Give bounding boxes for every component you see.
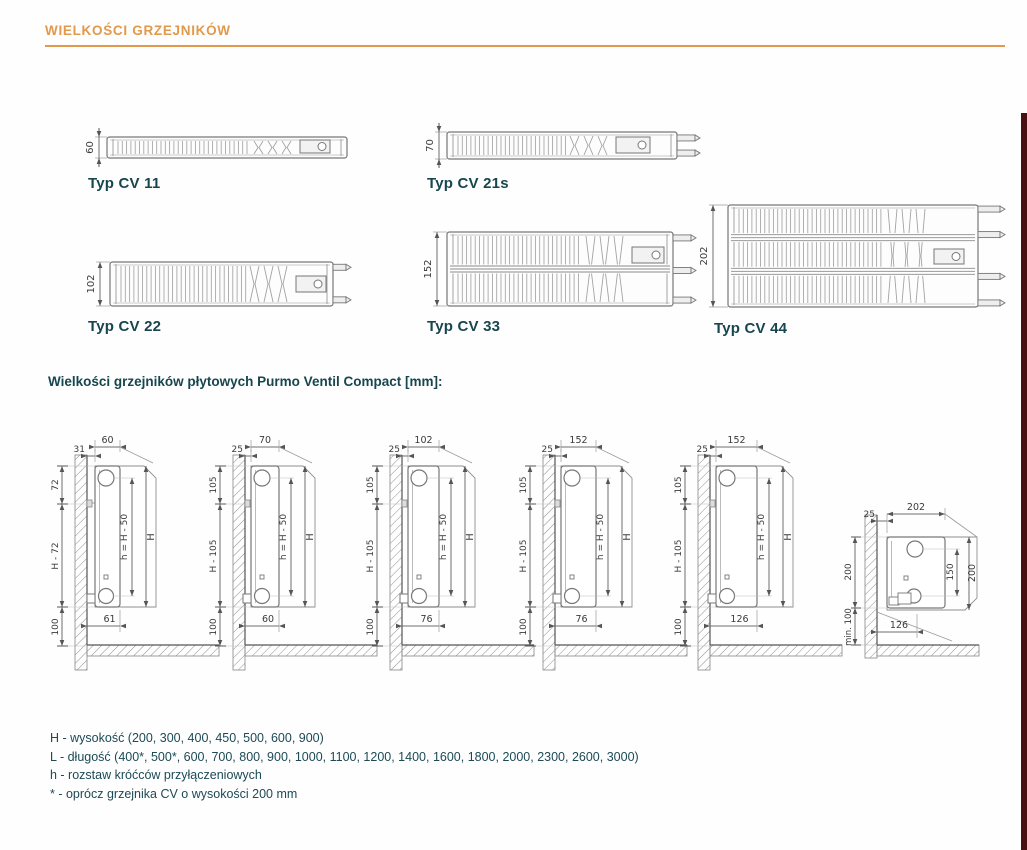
- top-view-label-cv33: Typ CV 33: [427, 318, 501, 335]
- legend-line-length: L - długość (400*, 500*, 600, 700, 800, 900, 1000, 1100, 1200, 1400, 1600, 1800, 2000, 2300, 2600, 3000): [50, 749, 639, 764]
- page-edge-bar: [1021, 113, 1027, 850]
- dim-label: 60: [101, 435, 114, 446]
- dim-label: 100: [209, 618, 219, 636]
- side-view-2: [366, 435, 534, 670]
- dim-label: 70: [425, 139, 436, 152]
- dim-label: 152: [569, 435, 588, 446]
- dim-label: 31: [73, 445, 85, 455]
- dim-label: 100: [366, 618, 376, 636]
- legend-line-height: H - wysokość (200, 300, 400, 450, 500, 600, 900): [50, 731, 324, 745]
- top-view-label-cv21s: Typ CV 21s: [427, 175, 509, 192]
- dim-label: 70: [258, 435, 272, 446]
- top-view-label-cv44: Typ CV 44: [714, 320, 788, 337]
- dim-label: 102: [414, 435, 433, 446]
- dim-label: 105: [674, 476, 684, 494]
- dim-label: 105: [366, 476, 376, 494]
- top-view-0: [85, 128, 347, 167]
- dim-label: 100: [674, 618, 684, 636]
- dim-label: 72: [51, 479, 61, 491]
- top-view-1: [425, 123, 700, 168]
- dim-label: 100: [51, 618, 61, 636]
- dim-label: 200: [967, 563, 978, 583]
- legend-line-spacing: h - rozstaw króćców przyłączeniowych: [50, 768, 262, 782]
- top-view-diagrams: [85, 123, 1005, 307]
- dim-label: h = H - 50: [120, 513, 130, 561]
- dim-label: H - 105: [519, 539, 529, 573]
- dim-label: H: [783, 533, 794, 541]
- dim-label: 150: [946, 563, 956, 581]
- side-view-4: [674, 435, 842, 670]
- dim-label: 126: [730, 614, 749, 625]
- top-view-2: [86, 262, 351, 306]
- dim-label: H: [146, 533, 157, 541]
- dim-label: 105: [519, 476, 529, 494]
- dim-label: 25: [541, 445, 553, 455]
- dim-label: 126: [889, 620, 909, 631]
- dim-label: h = H - 50: [439, 513, 449, 561]
- dim-label: H - 72: [51, 542, 61, 570]
- section-heading: Wielkości grzejników płytowych Purmo Ventil Compact [mm]:: [48, 374, 443, 389]
- dim-label: 200: [844, 563, 854, 581]
- dim-label: 202: [699, 246, 710, 266]
- dim-label: 25: [231, 445, 243, 455]
- dim-label: H - 105: [366, 539, 376, 573]
- dim-label: 61: [103, 614, 116, 625]
- dim-label: 60: [261, 614, 275, 625]
- dim-label: min. 100: [844, 608, 854, 646]
- dim-label: 25: [696, 445, 708, 455]
- dim-label: h = H - 50: [279, 513, 289, 561]
- dim-label: H: [465, 533, 476, 541]
- top-view-3: [423, 232, 696, 306]
- dim-label: H - 105: [209, 539, 219, 573]
- legend: [50, 729, 639, 803]
- dim-label: h = H - 50: [757, 513, 767, 561]
- dim-label: 76: [575, 614, 588, 625]
- dim-label: H: [305, 533, 316, 541]
- dim-label: h = H - 50: [596, 513, 606, 561]
- dim-label: 102: [86, 274, 97, 294]
- dim-label: 100: [519, 618, 529, 636]
- dim-label: 202: [906, 502, 926, 513]
- side-view-3: [519, 435, 687, 670]
- dim-label: H: [622, 533, 633, 541]
- side-view-1: [209, 435, 377, 670]
- top-view-label-cv11: Typ CV 11: [88, 175, 161, 192]
- dim-label: 60: [85, 141, 96, 154]
- dim-label: 152: [423, 259, 434, 279]
- side-view-diagrams: [51, 435, 842, 670]
- top-view-4: [699, 205, 1005, 307]
- top-view-label-cv22: Typ CV 22: [88, 318, 162, 335]
- dim-label: 152: [727, 435, 746, 446]
- page-title: WIELKOŚCI GRZEJNIKÓW: [45, 23, 231, 38]
- dim-label: 76: [420, 614, 433, 625]
- dim-label: H - 105: [674, 539, 684, 573]
- corner-view-diagram: [844, 502, 979, 658]
- side-view-0: [51, 435, 219, 670]
- dim-label: 25: [388, 445, 400, 455]
- legend-line-note: * - oprócz grzejnika CV o wysokości 200 mm: [50, 786, 298, 801]
- dim-label: 25: [863, 510, 875, 520]
- dim-label: 105: [209, 476, 219, 494]
